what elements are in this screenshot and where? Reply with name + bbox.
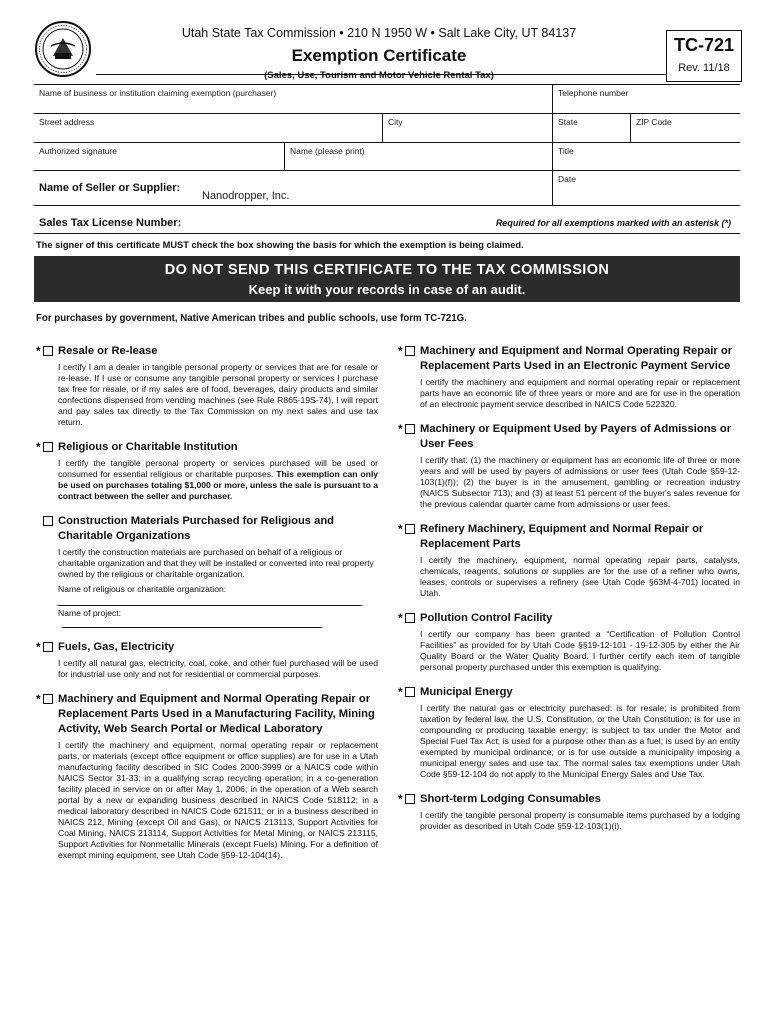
exemption-title: Religious or Charitable Institution [58, 441, 238, 453]
form-number: TC-721 [673, 35, 735, 55]
asterisk-marker: * [36, 640, 41, 654]
municipal-energy-checkbox[interactable] [405, 687, 415, 697]
form-number-box [666, 30, 742, 82]
exemptions-right-column [398, 344, 740, 844]
sales-tax-license-label: Sales Tax License Number: [39, 217, 182, 229]
business-name-field[interactable] [34, 85, 552, 113]
exemption-title: Short-term Lodging Consumables [420, 793, 601, 805]
exemption-body-bold: This exemption can only be used on purchases totaling $1,000 or more, unless the sale is pursuant to a contract between the seller and purchaser. [58, 469, 379, 501]
government-purchase-note: For purchases by government, Native American tribes and public schools, use form TC-721G. [36, 313, 467, 324]
exemption-title: Refinery Machinery, Equipment and Normal Repair or Replacement Parts [420, 523, 704, 550]
exemption-title: Fuels, Gas, Electricity [58, 641, 175, 653]
religious-checkbox[interactable] [43, 442, 53, 452]
exemption-body: I certify the machinery and equipment, normal operating repair or replacement parts, or materials (except office equipment or office supplies) are for use in a Utah manufacturing facility described in SIC Codes 2000-3999 or a NAICS code within NAICS Sector 31-33; in a qualifying scrap recycling operation; in a co-generation facility placed in service on or after May 1, 2006; in the operation of a Web search portal by a new or expanding business described in NAICS Code 518112; in a medical laboratory described in NAICS Code 621511; or in a business described in NAICS 212, Mining (except Oil and Gas), or NAICS 213113, Support Activities for Coal Mining, NAICS 213114, Support Activities for Metal Mining, or NAICS 213115, Support Activities for Nonmetallic Minerals (except Fuels) Mining. For a definition of exempt mining equipment, see Utah Code §59-12-104(14). [58, 740, 378, 860]
exemption-title: Machinery or Equipment Used by Payers of Admissions or User Fees [420, 423, 732, 450]
exemption-construction [36, 514, 378, 628]
construction-checkbox[interactable] [43, 516, 53, 526]
asterisk-marker: * [36, 344, 41, 358]
form-subtitle: (Sales, Use, Tourism and Motor Vehicle Rental Tax) [264, 70, 494, 81]
street-address-field[interactable] [34, 114, 382, 142]
exemption-refinery [398, 522, 740, 599]
seller-label: Name of Seller or Supplier: [39, 182, 181, 194]
name-print-label: Name (please print) [290, 146, 365, 156]
electronic-payment-checkbox[interactable] [405, 346, 415, 356]
seller-field[interactable] [34, 171, 552, 205]
exemption-body: I certify the natural gas or electricity purchased: is for resale; is prohibited from taxation by federal law, the U.S. Constitution, or the Utah Constitution; is for use in compounding or producing taxable energy; is subject to tax under the Motor and Special Fuel Tax Act; is used for a purpose other than as a fuel; is used by an entity exempted by municipal ordinance; or is for use outside a municipality imposing a municipal energy sales and use tax. The normal sales tax exemptions under Utah Code §59-12-104 do not apply to the Municipal Energy Sales and Use Tax. [420, 703, 740, 779]
asterisk-marker: * [398, 344, 403, 358]
date-field[interactable] [552, 171, 740, 205]
telephone-label: Telephone number [558, 88, 629, 98]
exemption-body: I certify all natural gas, electricity, coal, coke, and other fuel purchased will be used for industrial use only and not for residential or commercial purposes. [58, 658, 378, 679]
asterisk-marker: * [398, 792, 403, 806]
title-field[interactable] [552, 143, 740, 170]
exemption-body: I certify the machinery, equipment, normal operating repair parts, catalysts, chemicals, reagents, solutions or supplies are for the use of a refiner who owns, leases, controls or supervises a refinery (see Utah Code §63M-4-701) located in Utah. [420, 555, 740, 598]
exemption-lodging [398, 792, 740, 832]
exemption-admissions [398, 422, 740, 510]
form-header [34, 20, 742, 84]
exemption-body: I certify I am a dealer in tangible personal property or services that are for resale or re-lease. If I use or consume any tangible personal property or services I purchase tax free for resale, or if my sales are of food, beverages, dairy products and similar confections dispensed from vending machines (see Rule R865-19S-74), I will report and pay sales tax directly to the Tax Commission on my next sales and use tax return. [58, 362, 378, 427]
state-label: State [558, 117, 578, 127]
date-label: Date [558, 174, 576, 184]
resale-checkbox[interactable] [43, 346, 53, 356]
fuels-checkbox[interactable] [43, 642, 53, 652]
name-print-field[interactable] [284, 143, 552, 170]
asterisk-marker: * [398, 611, 403, 625]
exemption-title: Municipal Energy [420, 686, 513, 698]
exemption-municipal-energy [398, 685, 740, 780]
street-address-label: Street address [39, 117, 95, 127]
exemption-title: Construction Materials Purchased for Religious and Charitable Organizations [58, 515, 335, 542]
telephone-field[interactable] [552, 85, 740, 113]
city-field[interactable] [382, 114, 552, 142]
zip-code-label: ZIP Code [636, 117, 672, 127]
exemption-body-text: I certify the tangible personal property or services purchased will be used or consumed for essential religious or charitable purposes. [58, 458, 378, 479]
lodging-checkbox[interactable] [405, 794, 415, 804]
project-name-label: Name of project: [58, 608, 122, 618]
organization-name-label: Name of religious or charitable organization: [58, 584, 227, 594]
signer-instruction: The signer of this certificate MUST check the box showing the basis for which the exemption is being claimed. [36, 240, 524, 250]
asterisk-marker: * [36, 692, 41, 706]
row-address [34, 114, 740, 143]
state-field[interactable] [552, 114, 630, 142]
required-asterisk-note: Required for all exemptions marked with an asterisk (*) [495, 218, 731, 228]
refinery-checkbox[interactable] [405, 524, 415, 534]
header-center [174, 26, 584, 81]
exemption-body: I certify that: (1) the machinery or equipment has an economic life of three or more years and will be used by payers of admissions or user fees (Utah Code §59-12-103(1)(f)); (2) the buyer is in the amusement, gambling or recreation industry (NAICS Subsector 713); and (3) at least 51 percent of the buyer's sales revenue for the previous calendar quarter came from admissions or user fees. [420, 455, 740, 509]
asterisk-marker: * [398, 685, 403, 699]
exemption-pollution-control [398, 611, 740, 673]
authorized-signature-label: Authorized signature [39, 146, 117, 156]
pollution-control-checkbox[interactable] [405, 613, 415, 623]
sales-tax-license-field[interactable] [34, 206, 334, 233]
row-license [34, 206, 740, 234]
exemption-body: I certify our company has been granted a “Certification of Pollution Control Facilities” as provided for by Utah Code §§19-12-101 - 19-12-305 by either the Air Quality Board or the Water Quality Board. I further certify each item of tangible personal property purchased under this exemption is qualifying. [420, 629, 740, 672]
exemption-body: I certify the machinery and equipment and normal operating repair or replacement parts have an economic life of three years or more and are for use in the operation of an electronic payment service described in NAICS Code 522320. [420, 377, 740, 409]
project-name-row [58, 608, 378, 628]
row-business [34, 85, 740, 114]
form-revision: Rev. 11/18 [678, 62, 730, 74]
exemption-resale [36, 344, 378, 428]
form-title: Exemption Certificate [291, 46, 467, 65]
do-not-send-banner [34, 256, 740, 302]
authorized-signature-field[interactable] [34, 143, 284, 170]
exemption-title: Machinery and Equipment and Normal Operating Repair or Replacement Parts Used in a Manufacturing Facility, Mining Activity, Web Search Portal or Medical Laboratory [58, 693, 375, 735]
exemption-body: I certify the construction materials are purchased on behalf of a religious or charitable organization and that they will be installed or converted into real property owned by the religious or charitable organization. [58, 547, 374, 579]
admissions-checkbox[interactable] [405, 424, 415, 434]
manufacturing-checkbox[interactable] [43, 694, 53, 704]
exemption-body: I certify the tangible personal property is consumable items purchased by a lodging provider as described in Utah Code §59-12-103(1)(i). [420, 810, 740, 831]
row-signature [34, 143, 740, 171]
purchaser-info-grid [34, 84, 740, 234]
exemption-religious [36, 440, 378, 502]
exemption-body [58, 458, 378, 502]
exemption-electronic-payment [398, 344, 740, 410]
zip-code-field[interactable] [630, 114, 740, 142]
asterisk-marker: * [398, 422, 403, 436]
banner-heading: DO NOT SEND THIS CERTIFICATE TO THE TAX COMMISSION [164, 262, 610, 278]
exemption-manufacturing [36, 692, 378, 861]
business-name-label: Name of business or institution claiming exemption (purchaser) [39, 88, 277, 98]
city-label: City [388, 117, 403, 127]
exemption-title: Resale or Re-lease [58, 345, 158, 357]
organization-name-input[interactable] [58, 594, 362, 606]
agency-address: Utah State Tax Commission • 210 N 1950 W • Salt Lake City, UT 84137 [181, 26, 577, 40]
banner-subheading: Keep it with your records in case of an audit. [248, 282, 526, 297]
header-divider [96, 74, 666, 75]
state-seal-icon [34, 20, 92, 78]
title-label: Title [558, 146, 574, 156]
exemption-title: Machinery and Equipment and Normal Operating Repair or Replacement Parts Used in an Electronic Payment Service [420, 345, 733, 372]
asterisk-marker: * [36, 440, 41, 454]
project-name-input[interactable] [62, 619, 322, 628]
seller-value: Nanodropper, Inc. [202, 190, 290, 202]
exemptions-left-column [36, 344, 378, 873]
exemption-fuels [36, 640, 378, 680]
row-seller [34, 171, 740, 206]
asterisk-marker: * [398, 522, 403, 536]
exemption-title: Pollution Control Facility [420, 612, 553, 624]
